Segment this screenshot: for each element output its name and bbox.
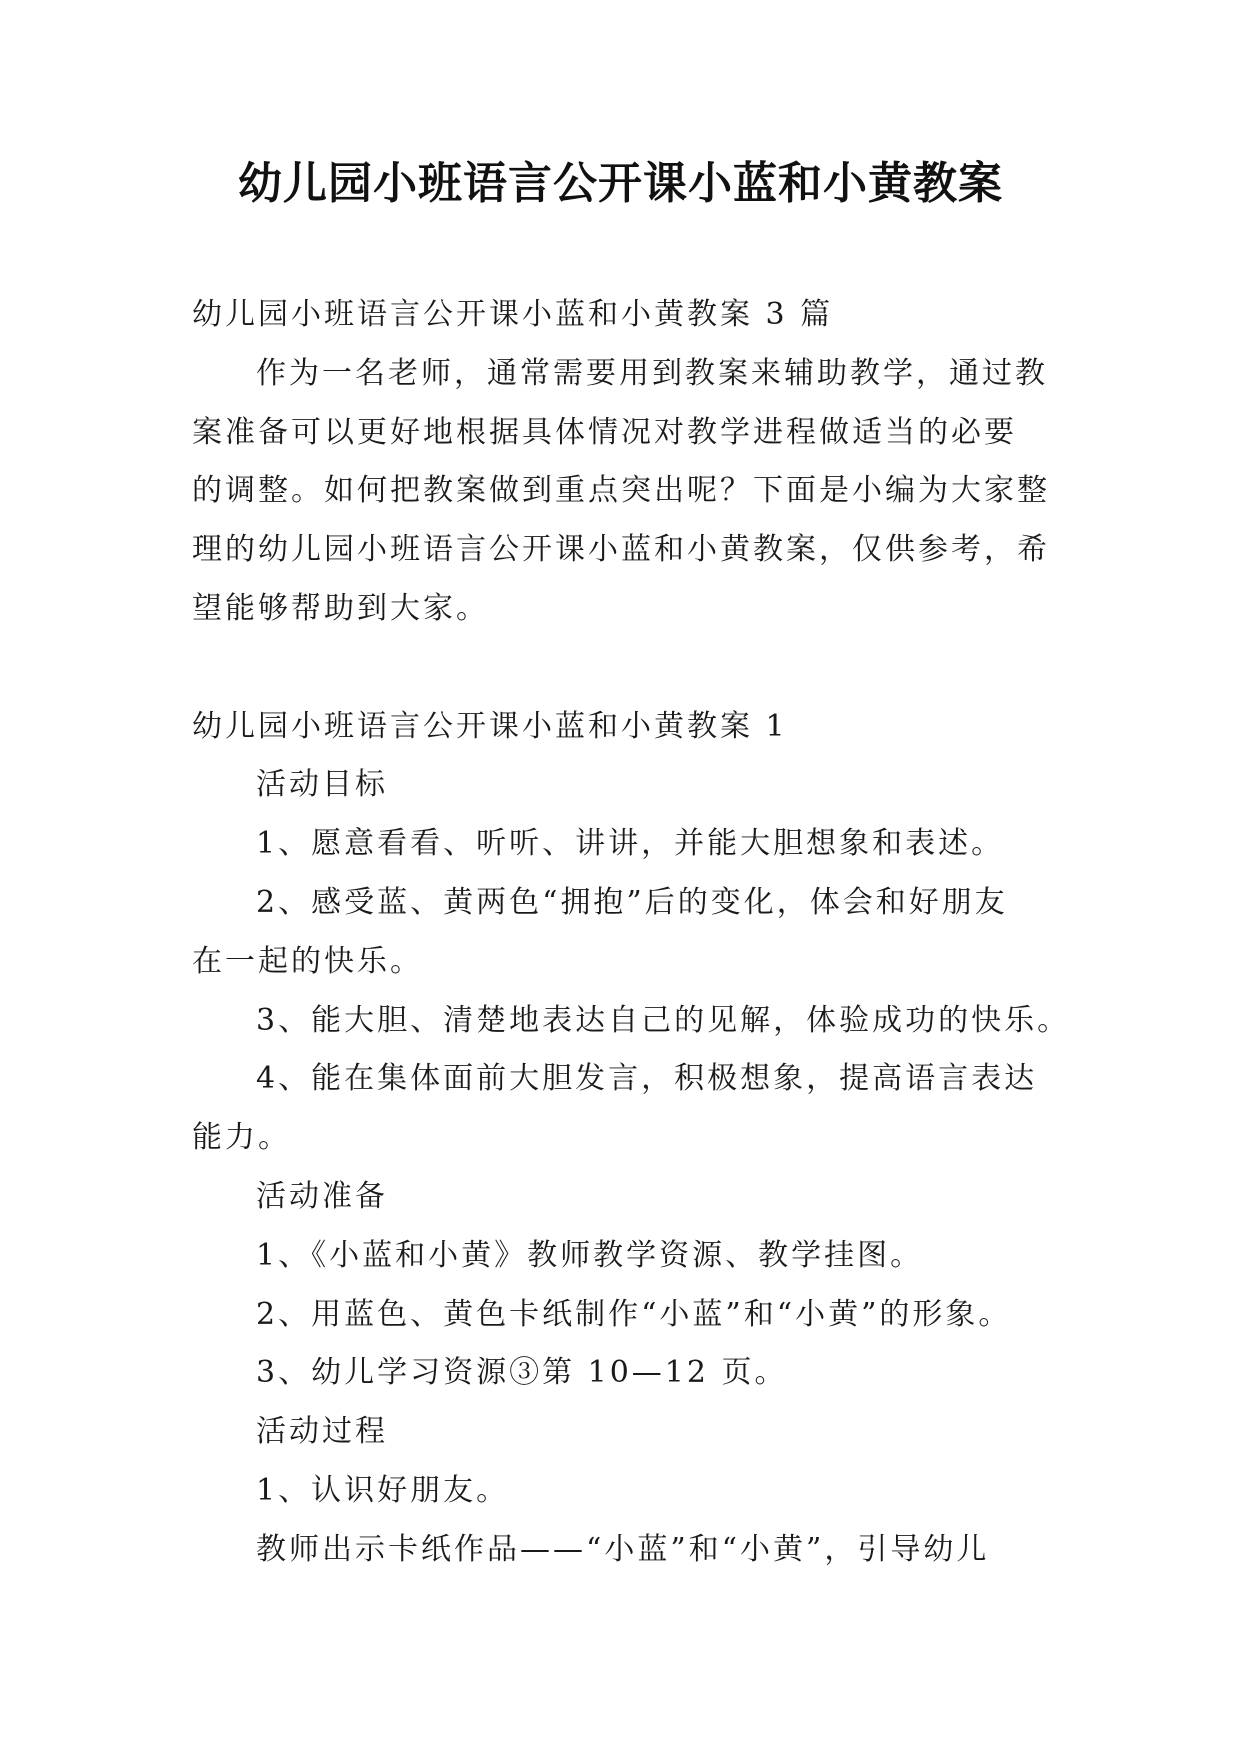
paragraph-line: 的调整。如何把教案做到重点突出呢？下面是小编为大家整 — [192, 473, 1050, 509]
list-item: 1、认识好朋友。 — [256, 1472, 510, 1508]
section-heading: 幼儿园小班语言公开课小蓝和小黄教案 1 — [192, 708, 788, 744]
document-body — [192, 286, 1071, 1580]
document-subtitle: 幼儿园小班语言公开课小蓝和小黄教案 3 篇 — [192, 297, 834, 332]
list-item: 1、愿意看看、听听、讲讲，并能大胆想象和表述。 — [256, 826, 1005, 862]
paragraph-line: 案准备可以更好地根据具体情况对教学进程做适当的必要 — [192, 414, 1017, 450]
blank-line — [192, 639, 1052, 698]
list-item: 3、幼儿学习资源③第 10—12 页。 — [256, 1355, 788, 1391]
list-item-continuation: 在一起的快乐。 — [192, 943, 423, 979]
paragraph-line: 理的幼儿园小班语言公开课小蓝和小黄教案，仅供参考，希 — [192, 532, 1050, 568]
list-item: 2、感受蓝、黄两色“拥抱”后的变化，体会和好朋友 — [256, 884, 1008, 920]
paragraph-line: 教师出示卡纸作品——“小蓝”和“小黄”，引导幼儿 — [256, 1531, 990, 1567]
subsection-heading: 活动目标 — [256, 767, 388, 803]
subsection-heading: 活动准备 — [256, 1178, 388, 1214]
document-title: 幼儿园小班语言公开课小蓝和小黄教案 — [238, 158, 1003, 209]
list-item: 1、《小蓝和小黄》教师教学资源、教学挂图。 — [256, 1237, 924, 1273]
list-item-continuation: 能力。 — [192, 1120, 291, 1156]
subsection-heading: 活动过程 — [256, 1414, 388, 1450]
list-item: 2、用蓝色、黄色卡纸制作“小蓝”和“小黄”的形象。 — [256, 1296, 1012, 1332]
paragraph-line: 作为一名老师，通常需要用到教案来辅助教学，通过教 — [256, 355, 1048, 391]
list-item: 4、能在集体面前大胆发言，积极想象，提高语言表达 — [256, 1061, 1038, 1097]
paragraph-line: 望能够帮助到大家。 — [192, 590, 489, 626]
list-item: 3、能大胆、清楚地表达自己的见解，体验成功的快乐。 — [256, 1002, 1071, 1038]
